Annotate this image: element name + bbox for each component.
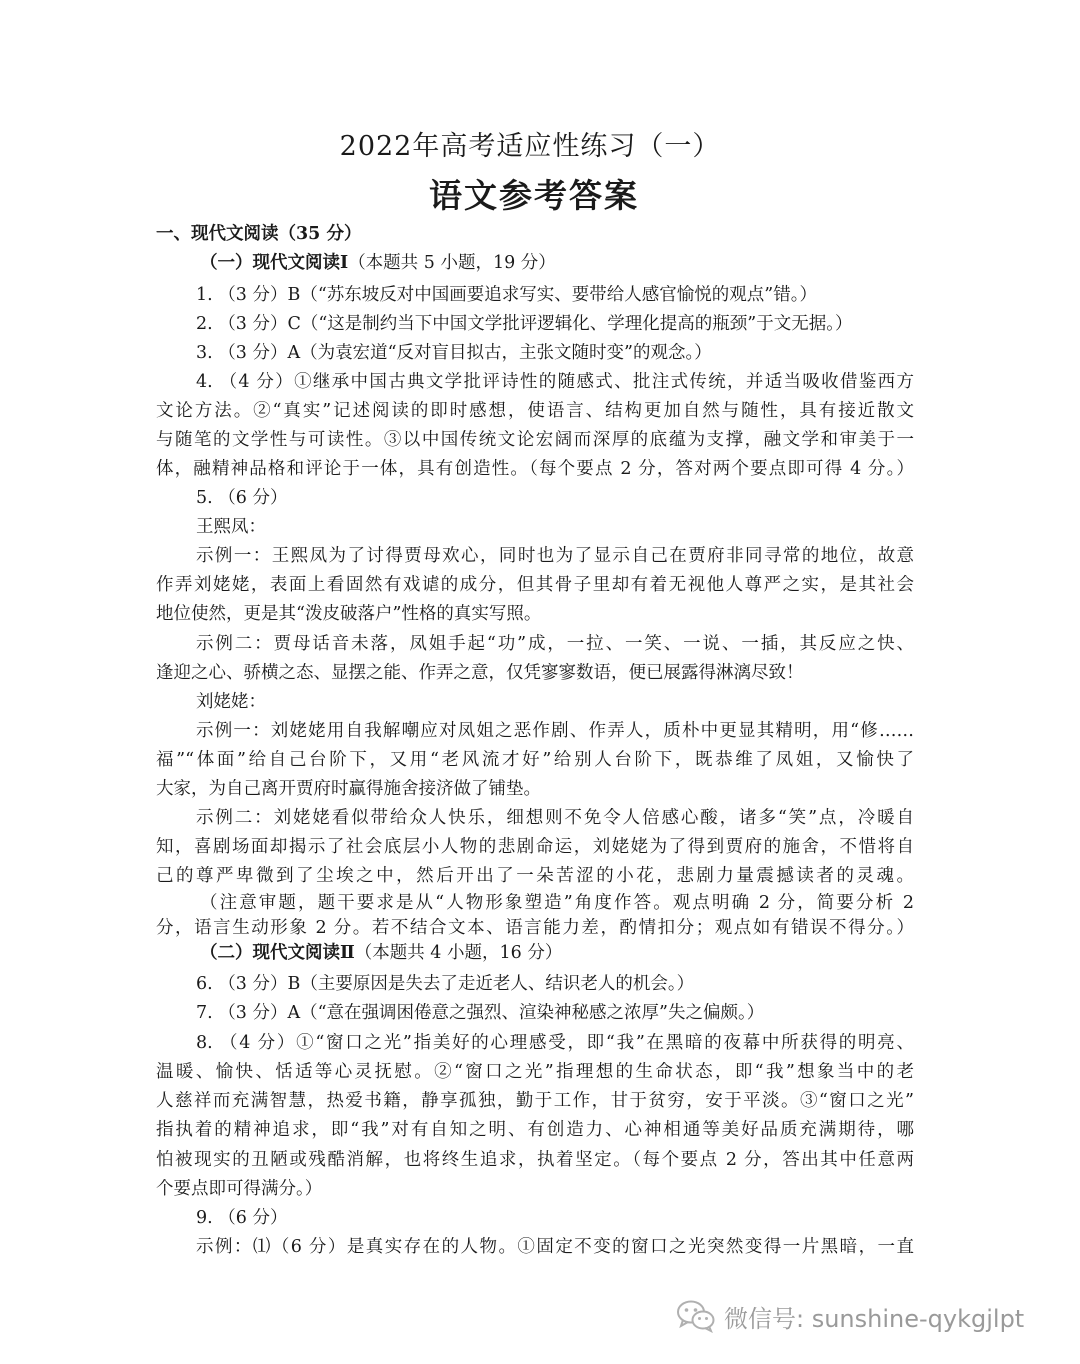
answer-line: 示例：⑴（6 分）是真实存在的人物。①固定不变的窗口之光突然变得一片黑暗，一直 [196,1237,914,1257]
answer-line: 个要点即可得满分。） [156,1179,323,1199]
subsection-heading-2 [200,941,562,965]
answer-key-title: 语文参考答案 [429,176,639,215]
answer-line: 福”“体面”给自己台阶下，又用“老风流才好”给别人台阶下，既恭维了凤姐，又愉快了 [156,750,914,770]
answer-line: 怕被现实的丑陋或残酷消解，也将终生追求，执着坚定。（每个要点 2 分，答出其中任意两 [156,1150,914,1170]
answer-line: 4. （4 分）①继承中国古典文学批评诗性的随感式、批注式传统，并适当吸收借鉴西方 [196,372,914,392]
answer-line: 知，喜剧场面却揭示了社会底层小人物的悲剧命运，刘姥姥为了得到贾府的施舍，不惜将自 [156,837,914,857]
answer-line: 5. （6 分） [196,488,288,508]
section-heading: 一、现代文阅读（35 分） [156,224,362,244]
answer-line: （注意审题，题干要求是从“人物形象塑造”角度作答。观点明确 2 分，简要分析 2 [200,893,914,913]
answer-line: 2. （3 分）C（“这是制约当下中国文学批评逻辑化、学理化提高的瓶颈”于文无据。） [196,314,853,334]
answer-line: 作弄刘姥姥，表面上看固然有戏谑的成分，但其骨子里却有着无视他人尊严之实，是其社会 [156,575,914,595]
answer-line: 分，语言生动形象 2 分。若不结合文本、语言能力差，酌情扣分；观点如有错误不得分。） [156,918,914,938]
answer-line: 与随笔的文学性与可读性。③以中国传统文论宏阔而深厚的底蕴为支撑，融文学和审美于一 [156,430,914,450]
answer-line: 体，融精神品格和评论于一体，具有创造性。（每个要点 2 分，答对两个要点即可得 4 分。） [156,459,914,479]
answer-line: 示例一：王熙凤为了讨得贾母欢心，同时也为了显示自己在贾府非同寻常的地位，故意 [196,546,914,566]
answer-line: 地位使然，更是其“泼皮破落户”性格的真实写照。 [156,604,542,624]
wechat-icon [676,1299,716,1333]
answer-line: 示例二：刘姥姥看似带给众人快乐，细想则不免令人倍感心酸，诸多“笑”点，冷暖自 [196,808,914,828]
exam-title: 2022年高考适应性练习（一） [339,131,721,162]
watermark [676,1296,1024,1336]
answer-line: 温暖、愉快、恬适等心灵抚慰。②“窗口之光”指理想的生命状态，即“我”想象当中的老 [156,1062,914,1082]
subsection-heading-1 [200,251,556,275]
subsection-title: （一）现代文阅读Ⅰ [200,253,349,273]
answer-line: 9. （6 分） [196,1208,288,1228]
subsection-note: （本题共 4 小题，16 分） [354,943,563,963]
answer-line: 示例一：刘姥姥用自我解嘲应对凤姐之恶作剧、作弄人，质朴中更显其精明，用“修…… [196,721,914,741]
answer-line: 7. （3 分）A（“意在强调困倦意之强烈、渲染神秘感之浓厚”失之偏颇。） [196,1003,765,1023]
answer-line: 文论方法。②“真实”记述阅读的即时感想，使语言、结构更加自然与随性，具有接近散文 [156,401,914,421]
answer-line: 逢迎之心、骄横之态、显摆之能、作弄之意，仅凭寥寥数语，便已展露得淋漓尽致！ [156,663,804,683]
answer-line: 6. （3 分）B（主要原因是失去了走近老人、结识老人的机会。） [196,974,695,994]
answer-line: 1. （3 分）B（“苏东坡反对中国画要追求写实、要带给人感官愉悦的观点”错。） [196,285,817,305]
subsection-note: （本题共 5 小题，19 分） [348,253,556,273]
subsection-title: （二）现代文阅读Ⅱ [200,943,355,963]
answer-line: 指执着的精神追求，即“我”对有自知之明、有创造力、心神相通等美好品质充满期待，哪 [156,1120,914,1140]
answer-line: 8. （4 分）①“窗口之光”指美好的心理感受，即“我”在黑暗的夜幕中所获得的明亮、 [196,1033,914,1053]
answer-line: 己的尊严卑微到了尘埃之中，然后开出了一朵苦涩的小花，悲剧力量震撼读者的灵魂。 [156,866,914,886]
answer-line: 刘姥姥： [196,692,266,712]
answer-line: 示例二：贾母话音未落，凤姐手起“功”成，一拉、一笑、一说、一插，其反应之快、 [196,634,914,654]
answer-line: 王熙凤： [196,517,266,537]
answer-line: 大家，为自己离开贾府时赢得施舍接济做了铺垫。 [156,779,541,799]
watermark-text: 微信号: sunshine-qykgjlpt [724,1304,1025,1333]
answer-line: 人慈祥而充满智慧，热爱书籍，静享孤独，勤于工作，甘于贫穷，安于平淡。③“窗口之光” [156,1091,914,1111]
answer-line: 3. （3 分）A（为袁宏道“反对盲目拟古，主张文随时变”的观念。） [196,343,712,363]
